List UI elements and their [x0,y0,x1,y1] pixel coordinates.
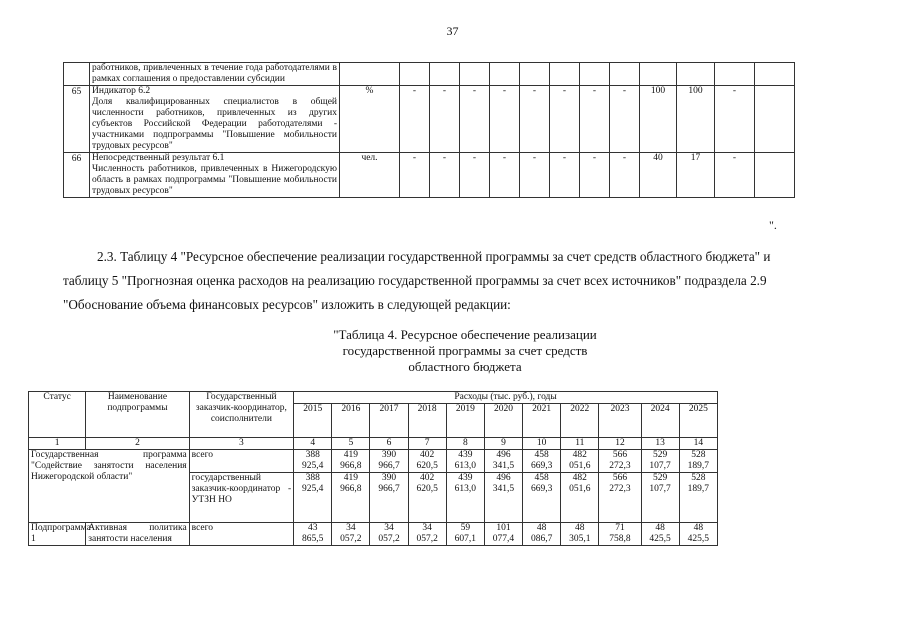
page-number: 37 [446,24,459,38]
indicator-unit: чел. [340,153,400,198]
indicator-value: - [460,86,490,153]
year-header: 2022 [561,404,599,438]
indicator-unit: % [340,86,400,153]
year-header: 2016 [332,404,370,438]
indicator-value: - [460,153,490,198]
expense-value: 529 107,7 [641,450,679,473]
expense-value: 390 966,7 [370,450,408,473]
year-header: 2018 [408,404,446,438]
indicator-value: - [580,153,610,198]
expense-value: 458 669,3 [523,473,561,523]
year-header: 2020 [484,404,522,438]
indicator-description: Непосредственный результат 6.1 Численность работников, привлеченных в Нижегородскую область в рамках подпрограммы "Повышение мобильности трудовых ресурсов" [90,153,340,198]
header-subprogram: Наименование подпрограммы [86,392,189,438]
year-header: 2017 [370,404,408,438]
expense-value: 34 057,2 [370,523,408,546]
caption-line: областного бюджета [408,359,522,374]
indicator-value [755,153,795,198]
row-number: 66 [64,153,90,198]
resource-table [28,391,718,546]
indicator-value: - [430,153,460,198]
indicator-value: - [400,153,430,198]
column-number: 8 [446,438,484,450]
indicator-row [64,86,795,153]
indicator-value: - [715,86,755,153]
year-header: 2021 [523,404,561,438]
column-number: 9 [484,438,522,450]
expense-value: 402 620,5 [408,450,446,473]
indicator-value: - [490,153,520,198]
indicator-value: 100 [677,86,715,153]
indicator-value [490,63,520,86]
indicator-value: - [520,86,550,153]
paragraph-line: таблицу 5 "Прогнозная оценка расходов на реализацию государственной программы за счет всех источников" подраздела 2.9 [63,273,767,288]
year-header: 2025 [679,404,717,438]
expense-value: 439 613,0 [446,450,484,473]
expense-value: 566 272,3 [599,473,641,523]
header-expenses: Расходы (тыс. руб.), годы [294,392,718,404]
expense-value: 48 425,5 [641,523,679,546]
expense-value: 101 077,4 [484,523,522,546]
column-number: 4 [294,438,332,450]
year-header: 2024 [641,404,679,438]
expense-value: 34 057,2 [408,523,446,546]
expense-value: 43 865,5 [294,523,332,546]
expense-value: 48 086,7 [523,523,561,546]
expense-value: 388 925,4 [294,450,332,473]
column-number: 5 [332,438,370,450]
indicator-value: - [580,86,610,153]
expense-value: 496 341,5 [484,473,522,523]
expense-value: 529 107,7 [641,473,679,523]
caption-line: "Таблица 4. Ресурсное обеспечение реализации [333,327,597,342]
indicator-value [520,63,550,86]
column-number: 14 [679,438,717,450]
expense-value: 566 272,3 [599,450,641,473]
indicator-value: - [430,86,460,153]
paragraph-line: "Обоснование объема финансовых ресурсов" изложить в следующей редакции: [63,297,511,312]
program-status: Государственная программа "Содействие занятости населения Нижегородской области" [29,450,190,523]
year-header: 2015 [294,404,332,438]
column-number: 1 [29,438,86,450]
expense-value: 458 669,3 [523,450,561,473]
expense-value: 48 305,1 [561,523,599,546]
column-number: 3 [189,438,293,450]
expense-value: 482 051,6 [561,473,599,523]
indicator-value [715,63,755,86]
indicator-value: - [610,86,640,153]
indicator-value: - [715,153,755,198]
column-number: 2 [86,438,189,450]
row-number: 65 [64,86,90,153]
program-row [29,450,718,473]
indicator-value [550,63,580,86]
expense-value: 390 966,7 [370,473,408,523]
indicator-value [640,63,677,86]
expense-value: 482 051,6 [561,450,599,473]
subprogram-status: Подпрограмма 1 [29,523,86,546]
expense-value: 439 613,0 [446,473,484,523]
subprogram-customer: всего [189,523,293,546]
indicator-value [430,63,460,86]
row-customer: государственный заказчик-координатор - УТЗН НО [189,473,293,523]
expense-value: 419 966,8 [332,473,370,523]
expense-value: 388 925,4 [294,473,332,523]
column-number: 10 [523,438,561,450]
indicator-value [580,63,610,86]
expense-value: 34 057,2 [332,523,370,546]
caption-line: государственной программы за счет средств [342,343,588,358]
indicator-value: 100 [640,86,677,153]
indicator-value [755,63,795,86]
column-number: 7 [408,438,446,450]
indicator-value: 17 [677,153,715,198]
indicator-row [64,63,795,86]
indicator-value: - [550,86,580,153]
indicator-value [755,86,795,153]
indicator-value [677,63,715,86]
column-number: 11 [561,438,599,450]
table-caption [300,327,630,375]
indicator-value: 40 [640,153,677,198]
indicator-value: - [490,86,520,153]
indicator-value [400,63,430,86]
year-header: 2019 [446,404,484,438]
subprogram-row [29,523,718,546]
header-customer: Государственный заказчик-координатор, соисполнители [189,392,293,438]
indicator-value [610,63,640,86]
indicator-value: - [400,86,430,153]
expense-value: 48 425,5 [679,523,717,546]
expense-value: 528 189,7 [679,473,717,523]
expense-value: 59 607,1 [446,523,484,546]
expense-value: 71 758,8 [599,523,641,546]
expense-value: 528 189,7 [679,450,717,473]
paragraph-line: 2.3. Таблицу 4 "Ресурсное обеспечение реализации государственной программы за счет средств областного бюджета" и [97,249,771,264]
amendment-paragraph [63,245,878,317]
expense-value: 402 620,5 [408,473,446,523]
indicator-value: - [550,153,580,198]
indicator-unit [340,63,400,86]
expense-value: 496 341,5 [484,450,522,473]
indicators-table [63,62,795,198]
indicator-description: Индикатор 6.2 Доля квалифицированных специалистов в общей численности работников, привлеченных из других субъектов Российской Федерации работодателями - участниками подпрограммы "Повышение мобильности трудовых ресурсов" [90,86,340,153]
header-status: Статус [29,392,86,438]
year-header: 2023 [599,404,641,438]
indicator-value: - [520,153,550,198]
indicator-description: работников, привлеченных в течение года работодателями в рамках соглашения о предоставлении субсидии [90,63,340,86]
row-customer: всего [189,450,293,473]
row-number [64,63,90,86]
column-number: 13 [641,438,679,450]
column-number: 12 [599,438,641,450]
column-number: 6 [370,438,408,450]
indicator-value: - [610,153,640,198]
indicator-row [64,153,795,198]
expense-value: 419 966,8 [332,450,370,473]
closing-quote: ". [769,218,777,232]
subprogram-name: Активная политика занятости населения [86,523,189,546]
indicator-value [460,63,490,86]
